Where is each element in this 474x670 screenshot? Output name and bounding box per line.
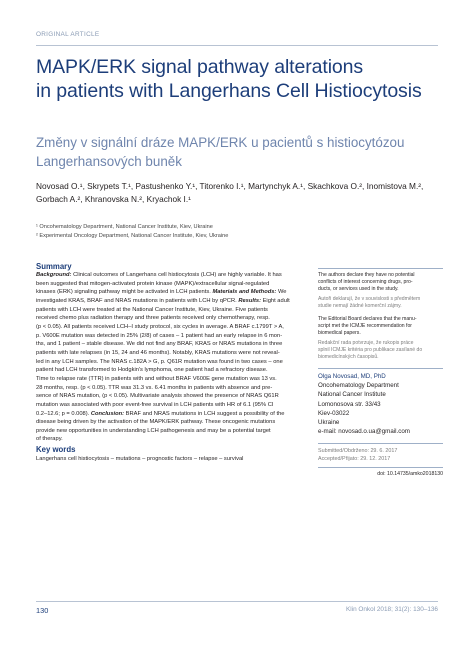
summary-line: patients with late relapses (in 15, 24 and 46 months). Notably, KRAS mutations were not reveal- [36,349,280,356]
sidebar-line: biomedical papers. [318,330,361,337]
summary-section-label: Conclusion: [90,410,125,417]
sidebar-line: script met the ICMJE recommendation for [318,323,412,330]
summary-line: p. V600E mutation was detected in 25% (2/8) of cases – 1 patient had an early relapse in 6 mon- [36,332,283,339]
summary-line: of therapy. [36,436,63,443]
header-divider [36,45,438,46]
sidebar-divider [318,443,443,444]
summary-section-label: Results: [238,297,261,304]
affiliation: ¹ Oncohematology Department, National Cancer Institute, Kiev, Ukraine [36,224,213,230]
authors-line: Gorbach A.², Khranovska N.², Kryachok I.¹ [36,193,191,204]
article-title [36,55,446,103]
editorial-statement-en [318,316,443,337]
sidebar-line: biomedicínských časopisů. [318,354,379,361]
editorial-statement-cz [318,340,443,361]
summary-line: kinases (ERK) signaling pathway might be activated in LCH patients. Materials and Methods: We [36,289,287,296]
summary-line: Time to relapse rate (TTR) in patients with and without BRAF V600E gene mutation was 13 vs. [36,375,277,382]
affiliations [36,223,441,241]
affiliation: ² Experimental Oncology Department, National Cancer Institute, Kiev, Ukraine [36,233,229,239]
page-number: 130 [36,606,49,615]
summary-line: mutation was associated with poor event-free survival in LCH patients with HR of 6.1 (95% CI [36,401,274,408]
summary-section-label: Materials and Methods: [212,289,277,296]
sidebar-line: studie nemají žádné komerční zájmy. [318,303,402,310]
sidebar-line: The authors declare they have no potential [318,272,415,278]
summary-line: sence of NRAS mutation, (p < 0.05). Multivariate analysis showed the presence of NRAS Q61R [36,393,279,400]
sidebar-divider [318,368,443,369]
authors-line: Novosad O.¹, Skrypets T.¹, Pastushenko Y.¹, Titorenko I.¹, Martynchyk A.¹, Skachkova O.², Inomistova M.², [36,181,424,191]
sidebar-line: ducts, or services used in the study. [318,286,399,293]
summary-line: patients with LCH were treated at the National Cancer Institute, Kiev, Ukraine. Five patients [36,306,268,313]
journal-citation: Klin Onkol 2018; 31(2): 130–136 [345,606,438,613]
summary-line: Background: Clinical outcomes of Langerhans cell histiocytosis (LCH) are highly variable. It has [36,272,282,278]
contact-line: Kiev-03022 [318,409,350,417]
summary-line: patient had LCH transformed to Hodgkin's lymphoma, one patient had a refractory disease. [36,367,268,374]
contact-line: Ukraine [318,419,340,427]
summary-line: investigated KRAS, BRAF and NRAS mutations in patients with LCH by qPCR. Results: Eight adult [36,297,290,304]
doi: doi: 10.14735/amko2018130 [377,471,443,477]
sidebar-line: splnil ICMJE kritéria pro publikace zasílané do [318,347,423,354]
conflict-statement-en [318,272,443,293]
accepted-date: Accepted/Přijato: 29. 12. 2017 [318,456,391,462]
summary-line: (p < 0.05). All patients received LCH–I study protocol, six cycles in average. A BRAF c.1799T > A, [36,323,284,330]
section-label: ORIGINAL ARTICLE [36,31,100,38]
summary-line: been suggested that mitogen-activated protein kinase (MAPK)/extracellular signal-regulated [36,280,270,287]
contact-email: e-mail: novosad.o.ua@gmail.com [318,428,410,436]
summary-line: disease being driven by the activation of the MAPK/ERK pathway. These oncogenic mutations [36,419,276,426]
summary-heading: Summary [36,262,72,271]
keywords-heading: Key words [36,445,76,454]
sidebar-line: conflicts of interest concerning drugs, pro- [318,279,413,286]
conflict-statement-cz [318,296,443,310]
summary-line: provide new opportunities in understanding LCH pathogenesis and may be a potential target [36,427,271,434]
sidebar-line: Redakční rada potvrzuje, že rukopis práce [318,340,414,346]
article-dates [318,447,443,463]
contact-line: Lomonosova str. 33/43 [318,400,381,408]
sidebar-line: Autoři deklarují, že v souvislosti s předmětem [318,296,421,302]
sidebar-divider [318,467,443,468]
contact-name: Olga Novosad, MD, PhD [318,373,386,380]
subtitle-line: Změny v signální dráze MAPK/ERK u pacientů s histiocytózou [36,135,405,150]
title-line: MAPK/ERK signal pathway alterations [36,56,364,78]
corresponding-author [318,372,443,436]
sidebar-line: The Editorial Board declares that the manu- [318,316,417,322]
summary-line: led in any LCH samples. The NRAS c.182A > G, p. Q61R mutation was found in two cases – one [36,358,283,365]
summary-section-label: Background: [36,272,72,278]
summary-line: ths, and 1 patient – stable disease. We did not find any BRAF, KRAS or NRAS mutations in three [36,341,283,348]
article-subtitle-czech [36,133,436,171]
subtitle-line: Langerhansových buněk [36,154,182,169]
submitted-date: Submitted/Obdrženo: 29. 6. 2017 [318,448,398,454]
footer-divider [36,601,438,602]
summary-line: 0.2–12.6; p = 0.008). Conclusion: BRAF and NRAS mutations in LCH suggest a possibility of the [36,410,285,417]
contact-line: Oncohematology Department [318,382,399,390]
title-line: in patients with Langerhans Cell Histiocytosis [36,80,422,102]
summary-line: 28 months, resp. (p < 0.05). TTR was 31.3 vs. 6.41 months in patients with absence and pre- [36,384,273,391]
contact-line: National Cancer Institute [318,391,386,399]
keywords-text: Langerhans cell histiocytosis – mutations – prognostic factors – relapse – survival [36,456,244,462]
sidebar-divider [318,268,443,269]
summary-body [36,271,310,444]
author-list [36,180,441,205]
summary-line: received chemo plus radiation therapy and three patients received only chemotherapy, resp. [36,315,270,322]
